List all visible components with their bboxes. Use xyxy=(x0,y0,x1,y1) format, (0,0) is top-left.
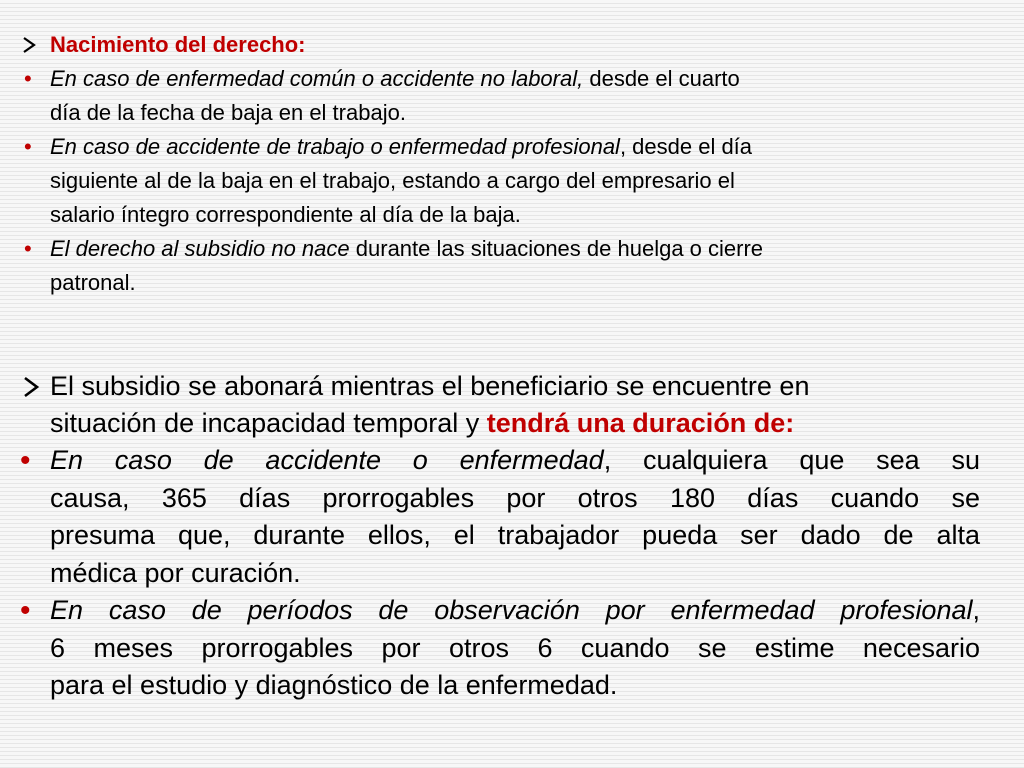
list-item-continuation: para el estudio y diagnóstico de la enfermedad. xyxy=(50,670,618,700)
duration-highlight: tendrá una duración de: xyxy=(486,408,795,438)
list-item: El derecho al subsidio no nace durante las situaciones de huelga o cierre xyxy=(50,236,764,261)
dot-bullet-icon: • xyxy=(24,134,32,159)
arrow-bullet-icon xyxy=(20,376,42,398)
list-item-continuation: día de la fecha de baja en el trabajo. xyxy=(50,100,406,125)
list-item: En caso de períodos de observación por enfermedad profesional, xyxy=(50,595,980,625)
list-item: En caso de enfermedad común o accidente no laboral, desde el cuarto xyxy=(50,66,740,91)
list-item: En caso de accidente o enfermedad, cualquiera que sea su xyxy=(50,445,980,475)
section-heading: Nacimiento del derecho: xyxy=(50,32,306,57)
list-item-continuation: presuma que, durante ellos, el trabajador pueda ser dado de alta xyxy=(50,520,980,550)
intro-text-continuation: situación de incapacidad temporal y tendrá una duración de: xyxy=(50,408,795,438)
arrow-bullet-icon xyxy=(20,36,38,54)
dot-bullet-icon: • xyxy=(24,236,32,261)
list-item-continuation: patronal. xyxy=(50,270,136,295)
list-item-continuation: 6 meses prorrogables por otros 6 cuando se estime necesario xyxy=(50,633,980,663)
list-item-continuation: salario íntegro correspondiente al día de la baja. xyxy=(50,202,521,227)
list-item-continuation: médica por curación. xyxy=(50,558,301,588)
list-item-continuation: siguiente al de la baja en el trabajo, estando a cargo del empresario el xyxy=(50,168,735,193)
dot-bullet-icon: • xyxy=(20,594,31,627)
intro-text: El subsidio se abonará mientras el beneficiario se encuentre en xyxy=(50,371,810,401)
list-item-continuation: causa, 365 días prorrogables por otros 180 días cuando se xyxy=(50,483,980,513)
list-item: En caso de accidente de trabajo o enfermedad profesional, desde el día xyxy=(50,134,753,159)
dot-bullet-icon: • xyxy=(20,444,31,477)
dot-bullet-icon: • xyxy=(24,66,32,91)
